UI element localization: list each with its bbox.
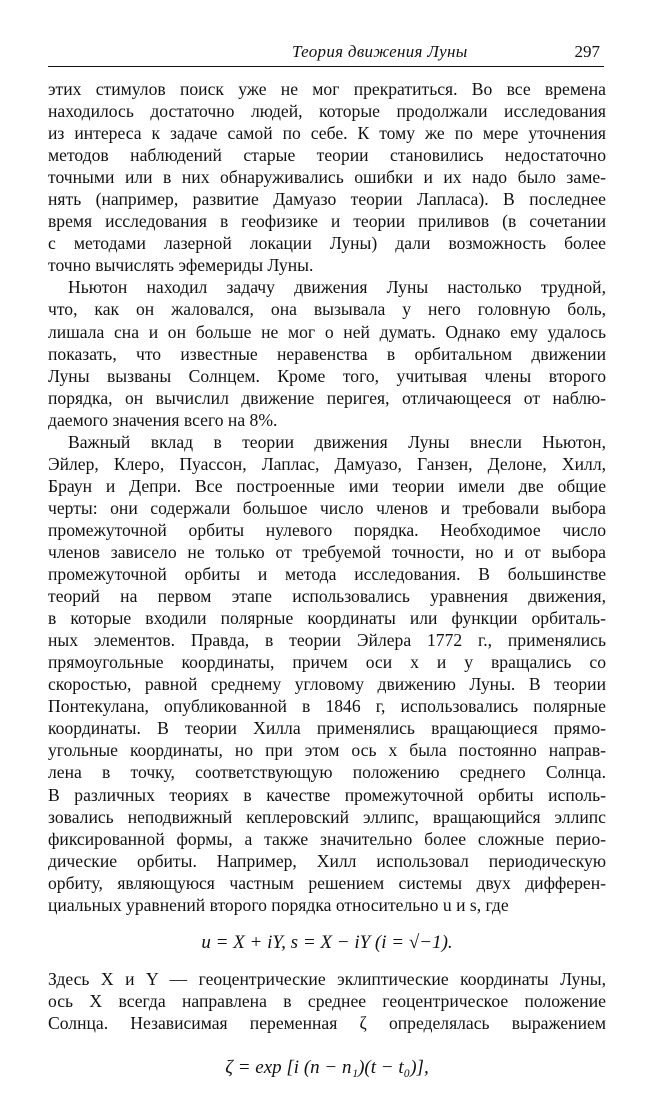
text-line: фиксированной формы, а также значительно более сложные перио-	[48, 828, 606, 849]
text-line: орбиту, являющуюся частным решением системы двух дифферен-	[48, 872, 606, 893]
text-line: Луны вызваны Солнцем. Кроме того, учитывая члены второго	[48, 365, 606, 386]
text-line: членов зависело не только от требуемой точности, но и от выбора	[48, 541, 606, 562]
text-line: из интереса к задаче самой по себе. К тому же по мере уточнения	[48, 123, 606, 144]
text-line: время исследования в геофизике и теории приливов (в сочетании	[48, 211, 606, 232]
text-line: этих стимулов поиск уже не мог прекратиться. Во все времена	[48, 79, 606, 99]
text-line: угольные координаты, но при этом ось x была постоянно направ-	[48, 740, 606, 761]
page-header	[48, 40, 604, 67]
text-line: методов наблюдений старые теории становились недостаточно	[48, 145, 606, 166]
text-line: в которые входили полярные координаты или функции орбиталь-	[48, 608, 606, 629]
text-line: Понтекулана, опубликованной в 1846 г, использовались полярные	[48, 696, 606, 717]
text-line: ось X всегда направлена в среднее геоцентрическое положение	[48, 990, 606, 1011]
text-line: ных элементов. Правда, в теории Эйлера 1772 г., применялись	[48, 630, 606, 651]
body-text	[48, 78, 606, 1096]
formula-u-s: u = X + iY, s = X − iY (i = √−1).	[201, 931, 453, 953]
text-line: Ньютон находил задачу движения Луны настолько трудной,	[68, 277, 606, 298]
text-line: циальных уравнений второго порядка относительно u и s, где	[48, 894, 509, 915]
text-line: черты: они содержали большое число членов и требовали выбора	[48, 497, 606, 518]
text-line: даемого значения всего на 8%.	[48, 409, 278, 430]
text-line: координаты. В теории Хилла применялись вращающиеся прямо-	[48, 718, 606, 739]
text-line: точными или в них обнаруживались ошибки и их надо было заме-	[48, 167, 606, 188]
text-line: промежуточной орбиты и метода исследования. В большинстве	[48, 564, 606, 585]
text-line: лишала сна и он больше не мог о ней думать. Однако ему удалось	[48, 321, 606, 342]
main-paragraphs	[48, 78, 606, 916]
text-line: прямоугольные координаты, причем оси x и y вращались со	[48, 652, 606, 673]
text-line: теорий на первом этапе использовались уравнения движения,	[48, 586, 606, 607]
text-line: скоростью, равной среднему угловому движению Луны. В теории	[48, 674, 606, 695]
text-line: дические орбиты. Например, Хилл использовал периодическую	[48, 850, 606, 871]
text-line: В различных теориях в качестве промежуточной орбиты исполь-	[48, 784, 606, 805]
text-line: с методами лазерной локации Луны) дали возможность более	[48, 233, 606, 254]
after-formula-paragraph	[48, 968, 606, 1034]
text-line: промежуточной орбиты нулевого порядка. Необходимое число	[48, 519, 606, 540]
text-line: зовались неподвижный кеплеровский эллипс, вращающийся эллипс	[48, 806, 606, 827]
running-title: Теория движения Луны	[292, 42, 468, 61]
text-line: Браун и Депри. Все построенные ими теории имели две общие	[48, 475, 606, 496]
text-line: нять (например, развитие Дамуазо теории Лапласа). В последнее	[48, 189, 606, 210]
text-line: Эйлер, Клеро, Пуассон, Лаплас, Дамуазо, Ганзен, Делоне, Хилл,	[48, 453, 606, 474]
formula-zeta: ζ = exp [i (n − n₁)(t − t₀)],	[225, 1056, 429, 1078]
text-line: Важный вклад в теории движения Луны внесли Ньютон,	[68, 431, 606, 452]
text-line: находилось достаточно людей, которые продолжали исследования	[48, 101, 606, 122]
text-line: что, как он жаловался, она вызывала у него головную боль,	[48, 299, 606, 320]
text-line: точно вычислять эфемериды Луны.	[48, 255, 314, 276]
page-number: 297	[574, 42, 600, 61]
text-line: Солнца. Независимая переменная ζ определялась выражением	[48, 1012, 606, 1033]
text-line: показать, что известные неравенства в орбитальном движении	[48, 343, 606, 364]
text-line: порядка, он вычислил движение перигея, отличающееся от наблю-	[48, 387, 606, 408]
text-line: Здесь X и Y — геоцентрические эклиптические координаты Луны,	[48, 968, 606, 989]
text-line: лена в точку, соответствующую положению среднего Солнца.	[48, 762, 606, 783]
